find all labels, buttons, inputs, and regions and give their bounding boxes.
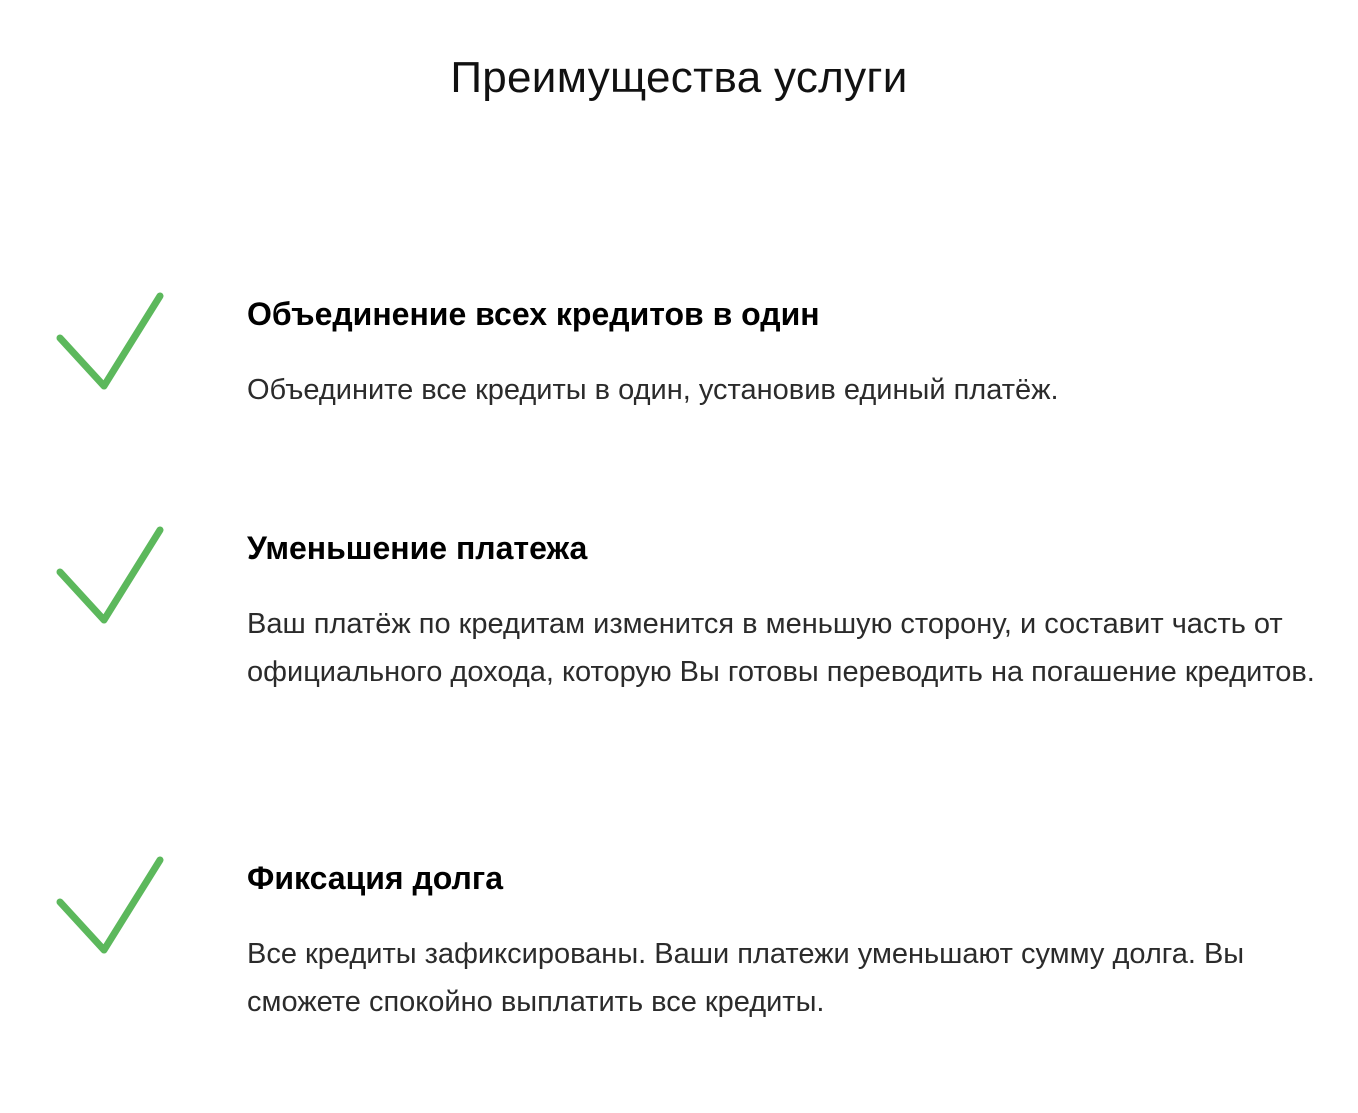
check-icon xyxy=(52,856,170,960)
benefit-description: Ваш платёж по кредитам изменится в меньшую сторону, и составит часть от официального дохода, которую Вы готовы переводить на погашение кредитов. xyxy=(247,608,1315,688)
check-icon xyxy=(52,526,170,630)
check-icon xyxy=(52,292,170,396)
benefit-title: Фиксация долга xyxy=(247,860,503,896)
page-title: Преимущества услуги xyxy=(450,53,908,102)
benefit-title: Уменьшение платежа xyxy=(247,530,588,566)
benefit-description: Все кредиты зафиксированы. Ваши платежи уменьшают сумму долга. Вы сможете спокойно выплатить все кредиты. xyxy=(247,938,1245,1018)
benefit-description: Объедините все кредиты в один, установив единый платёж. xyxy=(247,374,1059,406)
benefit-title: Объединение всех кредитов в один xyxy=(247,296,820,332)
